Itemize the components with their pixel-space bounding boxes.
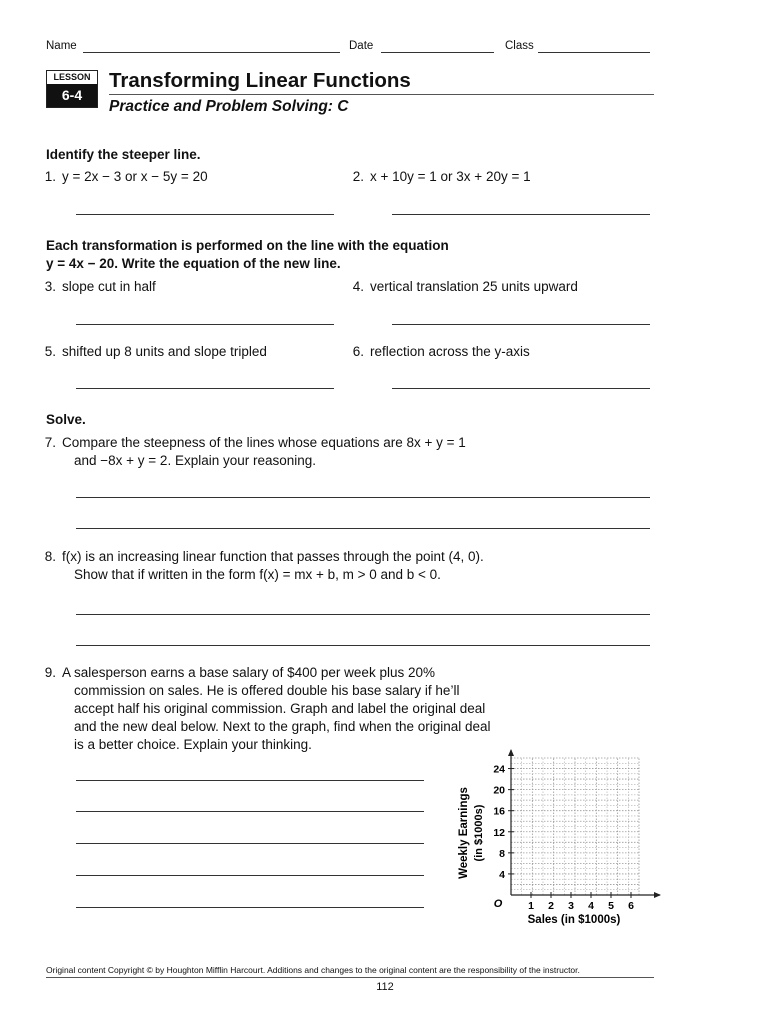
answer-line-9c[interactable] <box>76 843 424 844</box>
question-text: reflection across the y-axis <box>370 344 530 359</box>
answer-line-3[interactable] <box>76 324 334 325</box>
question-7 <box>38 435 466 450</box>
question-number: 1. <box>44 169 56 184</box>
question-7-continued: and −8x + y = 2. Explain your reasoning. <box>74 453 317 468</box>
answer-line-7a[interactable] <box>76 497 650 498</box>
x-tick-label: 4 <box>588 900 594 912</box>
lesson-badge <box>46 70 98 108</box>
question-number: 6. <box>352 344 364 359</box>
graph-ylabel-line2: (in $1000s) <box>473 804 485 862</box>
graph-xlabel: Sales (in $1000s) <box>527 914 621 926</box>
answer-line-4[interactable] <box>392 324 650 325</box>
graph-ylabel-line1: Weekly Earnings <box>458 787 470 879</box>
question-text: y = 2x − 3 or x − 5y = 20 <box>62 169 208 184</box>
class-field-line[interactable] <box>538 52 650 53</box>
answer-line-6[interactable] <box>392 388 650 389</box>
question-9-line-2: commission on sales. He is offered double his base salary if he’ll <box>74 683 460 698</box>
x-tick-label: 2 <box>548 900 554 912</box>
y-axis-arrow <box>508 749 514 756</box>
y-tick-label: 20 <box>493 784 505 797</box>
name-field-line[interactable] <box>83 52 340 53</box>
page-subtitle: Practice and Problem Solving: C <box>109 98 349 115</box>
question-3 <box>38 279 156 294</box>
answer-line-8b[interactable] <box>76 645 650 646</box>
question-number: 5. <box>44 344 56 359</box>
answer-line-9d[interactable] <box>76 875 424 876</box>
x-tick-label: 3 <box>568 900 574 912</box>
class-label: Class <box>505 40 534 52</box>
section-heading-steeper: Identify the steeper line. <box>46 147 201 162</box>
lesson-number: 6-4 <box>47 84 97 107</box>
answer-line-7b[interactable] <box>76 528 650 529</box>
question-2 <box>346 169 531 184</box>
y-tick-label: 24 <box>493 763 505 776</box>
question-8-continued: Show that if written in the form f(x) = mx + b, m > 0 and b < 0. <box>74 567 441 582</box>
answer-line-8a[interactable] <box>76 614 650 615</box>
graph-origin-label: O <box>493 898 503 910</box>
question-text: slope cut in half <box>62 279 156 294</box>
question-9-line-3: accept half his original commission. Graph and label the original deal <box>74 701 486 716</box>
question-9-line-4: and the new deal below. Next to the graph, find when the original deal <box>74 719 491 734</box>
question-5 <box>38 344 267 359</box>
question-text: f(x) is an increasing linear function that passes through the point (4, 0). <box>62 549 484 564</box>
question-number: 8. <box>44 549 56 564</box>
answer-line-9e[interactable] <box>76 907 424 908</box>
question-number: 2. <box>352 169 364 184</box>
y-tick-label: 4 <box>499 868 505 881</box>
title-rule <box>109 94 654 95</box>
question-text: shifted up 8 units and slope tripled <box>62 344 267 359</box>
y-tick-label: 16 <box>493 805 505 818</box>
answer-line-1[interactable] <box>76 214 334 215</box>
question-9 <box>38 665 435 680</box>
section-heading-transformations-2: y = 4x − 20. Write the equation of the new line. <box>46 256 341 271</box>
question-1 <box>38 169 208 184</box>
copyright-notice: Original content Copyright © by Houghton Mifflin Harcourt. Additions and changes to the original content are the responsibility of the instructor. <box>46 965 580 975</box>
x-tick-label: 1 <box>528 900 534 912</box>
question-text: A salesperson earns a base salary of $400 per week plus 20% <box>62 665 435 680</box>
answer-line-5[interactable] <box>76 388 334 389</box>
question-4 <box>346 279 578 294</box>
date-field-line[interactable] <box>381 52 494 53</box>
section-heading-transformations-1: Each transformation is performed on the line with the equation <box>46 238 449 253</box>
question-9-line-5: is a better choice. Explain your thinking. <box>74 737 312 752</box>
question-8 <box>38 549 484 564</box>
y-tick-label: 12 <box>493 826 505 839</box>
date-label: Date <box>349 40 374 52</box>
answer-line-9b[interactable] <box>76 811 424 812</box>
question-number: 4. <box>352 279 364 294</box>
question-6 <box>346 344 530 359</box>
x-axis-arrow <box>654 892 661 898</box>
y-tick-label: 8 <box>499 847 505 860</box>
x-tick-label: 6 <box>628 900 634 912</box>
x-tick-label: 5 <box>608 900 614 912</box>
page-title: Transforming Linear Functions <box>109 69 411 92</box>
section-heading-solve: Solve. <box>46 412 86 427</box>
graph-grid <box>511 758 639 895</box>
name-label: Name <box>46 40 77 52</box>
graph-axes <box>508 749 661 898</box>
question-number: 3. <box>44 279 56 294</box>
question-text: x + 10y = 1 or 3x + 20y = 1 <box>370 169 531 184</box>
question-text: Compare the steepness of the lines whose equations are 8x + y = 1 <box>62 435 466 450</box>
question-number: 7. <box>44 435 56 450</box>
earnings-graph[interactable] <box>440 745 670 935</box>
answer-line-2[interactable] <box>392 214 650 215</box>
answer-line-9a[interactable] <box>76 780 424 781</box>
question-text: vertical translation 25 units upward <box>370 279 578 294</box>
page-number: 112 <box>376 981 394 993</box>
question-number: 9. <box>44 665 56 680</box>
footer-rule <box>46 977 654 978</box>
lesson-label: LESSON <box>47 71 97 84</box>
